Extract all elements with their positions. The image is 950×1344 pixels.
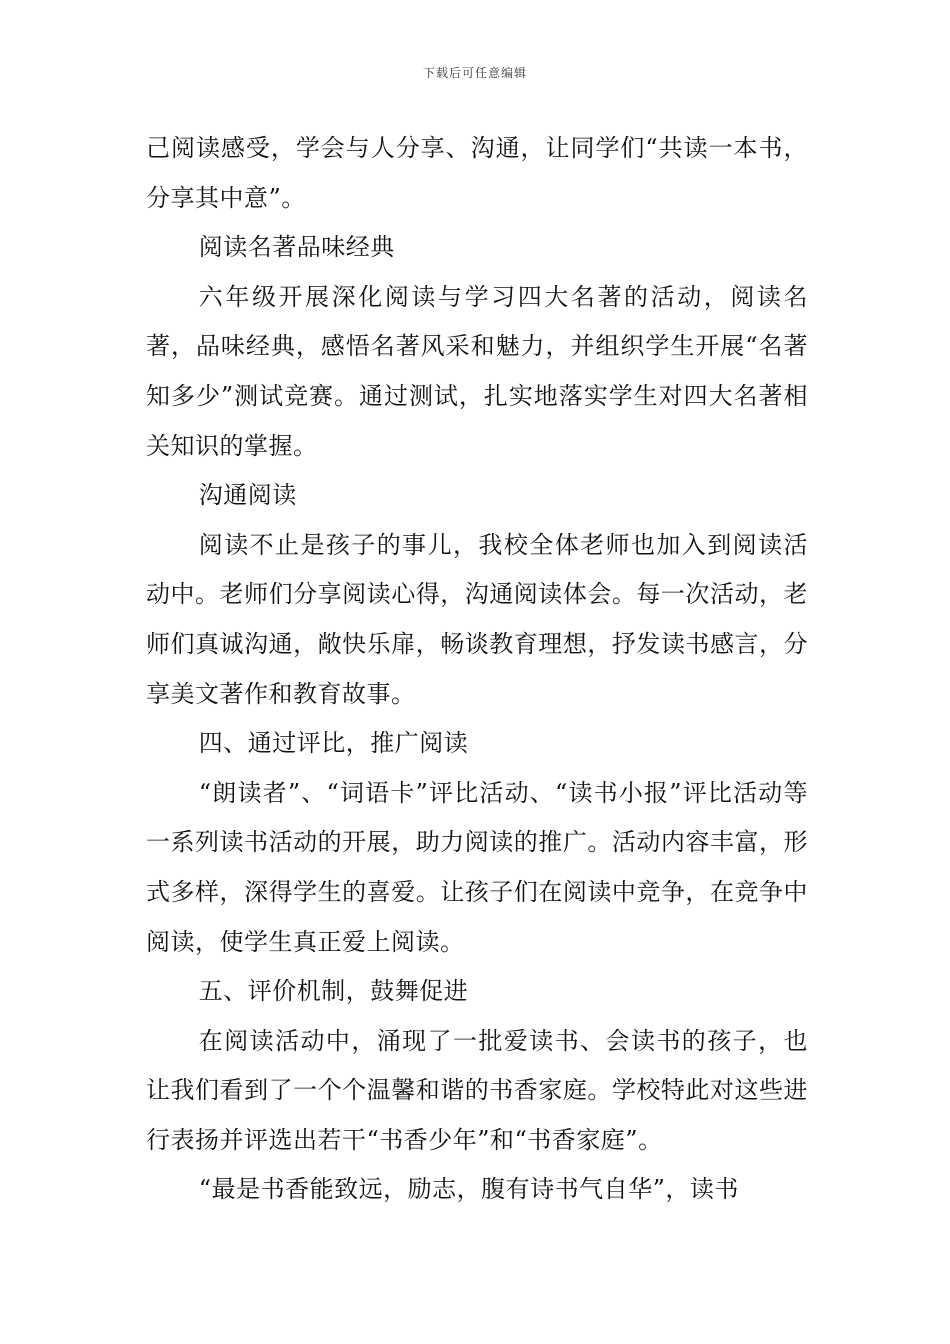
page-header: 下载后可任意编辑 <box>422 66 527 80</box>
section-heading: 阅读名著品味经典 <box>198 233 395 262</box>
paragraph: 己阅读感受，学会与人分享、沟通，让同学们“共读一本书，分享其中意”。 <box>146 134 808 212</box>
paragraph: 阅读不止是孩子的事儿，我校全体老师也加入到阅读活动中。老师们分享阅读心得，沟通阅读体会。每一次活动，老师们真诚沟通，敞快乐扉，畅谈教育理想，抒发读书感言，分享美文著作和教育故事。 <box>146 530 808 708</box>
section-heading: 沟通阅读 <box>198 481 297 510</box>
paragraph: 六年级开展深化阅读与学习四大名著的活动，阅读名著，品味经典，感悟名著风采和魅力，并组织学生开展“名著知多少”测试竞赛。通过测试，扎实地落实学生对四大名著相关知识的掌握。 <box>146 282 808 460</box>
paragraph: “朗读者”、“词语卡”评比活动、“读书小报”评比活动等一系列读书活动的开展，助力阅读的推广。活动内容丰富，形式多样，深得学生的喜爱。让孩子们在阅读中竞争，在竞争中阅读，使学生真正爱上阅读。 <box>146 778 808 956</box>
section-heading: 五、评价机制，鼓舞促进 <box>198 977 469 1006</box>
paragraph: “最是书香能致远，励志，腹有诗书气自华”，读书 <box>198 1175 739 1204</box>
paragraph: 在阅读活动中，涌现了一批爱读书、会读书的孩子，也让我们看到了一个个温馨和谐的书香家庭。学校特此对这些进行表扬并评选出若干“书香少年”和“书香家庭”。 <box>146 1026 808 1154</box>
document-body <box>146 124 808 1215</box>
section-heading: 四、通过评比，推广阅读 <box>198 729 469 758</box>
